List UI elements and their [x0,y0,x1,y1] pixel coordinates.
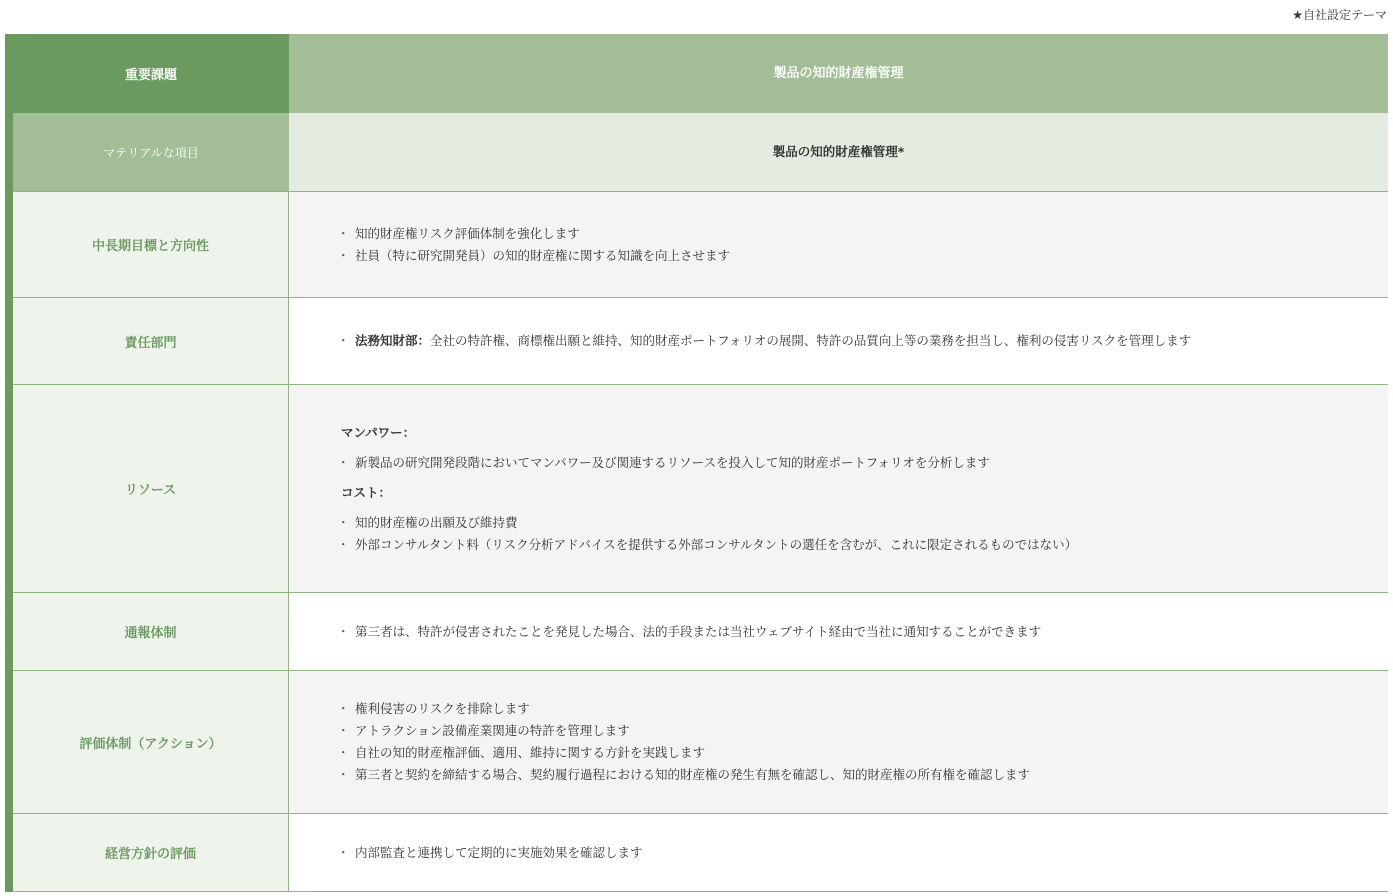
goals-row [13,192,1388,298]
list-item [341,330,1388,352]
resources-row [13,385,1388,593]
header-label: 重要課題 [13,34,289,113]
report-label: 通報体制 [13,593,289,670]
list-item: ・ アトラクション設備産業関連の特許を管理します [341,720,1388,742]
cost-title: コスト： [341,484,392,500]
dept-content [289,298,1388,384]
resources-label: リソース [13,385,289,592]
eval-row [13,671,1388,814]
self-theme-note: ★自社設定テーマ [1292,8,1387,22]
table-header-row [13,34,1388,113]
policy-content [289,814,1388,891]
report-row [13,593,1388,671]
report-content [289,593,1388,670]
list-item: ・ 外部コンサルタント料（リスク分析アドバイスを提供する外部コンサルタントの選任を含むが、これに限定されるものではない） [341,534,1388,556]
dept-row [13,298,1388,385]
eval-content [289,671,1388,813]
manpower-title: マンパワー： [341,424,416,440]
header-title: 製品の知的財産権管理 [289,34,1388,113]
resources-content [289,385,1388,592]
material-item-row [13,113,1388,192]
eval-label: 評価体制（アクション） [13,671,289,813]
list-item: ・ 知的財産権リスク評価体制を強化します [341,223,1388,245]
policy-row [13,814,1388,892]
list-item: ・ 社員（特に研究開発員）の知的財産権に関する知識を向上させます [341,245,1388,267]
material-item-value: 製品の知的財産権管理* [289,113,1388,191]
list-item: ・ 権利侵害のリスクを排除します [341,698,1388,720]
list-item: ・ 内部監査と連携して定期的に実施効果を確認します [341,842,1388,864]
list-item: ・ 第三者と契約を締結する場合、契約履行過程における知的財産権の発生有無を確認し、知的財産権の所有権を確認します [341,764,1388,786]
material-item-label: マテリアルな項目 [13,113,289,191]
material-issue-table [5,34,1388,892]
policy-label: 経営方針の評価 [13,814,289,891]
goals-label: 中長期目標と方向性 [13,192,289,297]
dept-label: 責任部門 [13,298,289,384]
goals-content [289,192,1388,297]
list-item: ・ 新製品の研究開発段階においてマンパワー及び関連するリソースを投入して知的財産ポートフォリオを分析します [341,452,1388,474]
list-item: ・ 自社の知的財産権評価、適用、維持に関する方針を実践します [341,742,1388,764]
dept-text: 全社の特許権、商標権出願と維持、知的財産ポートフォリオの展開、特許の品質向上等の業務を担当し、権利の侵害リスクを管理します [430,333,1192,348]
list-item: ・ 知的財産権の出願及び維持費 [341,512,1388,534]
list-item: ・ 第三者は、特許が侵害されたことを発見した場合、法的手段または当社ウェブサイト経由で当社に通知することができます [341,621,1388,643]
dept-name: 法務知財部： [355,333,431,348]
